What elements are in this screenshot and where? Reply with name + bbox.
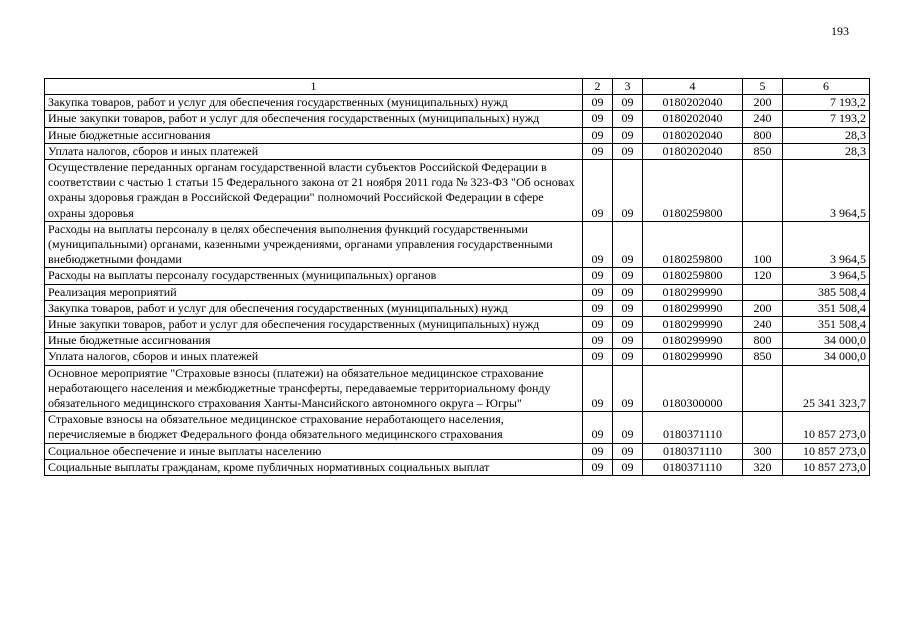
row-section: 09 <box>583 221 613 268</box>
row-type: 300 <box>743 443 783 459</box>
row-description: Закупка товаров, работ и услуг для обеспечения государственных (муниципальных) нужд <box>45 300 583 316</box>
row-amount: 3 964,5 <box>783 221 870 268</box>
header-cell-target: 4 <box>643 79 743 95</box>
row-type: 800 <box>743 333 783 349</box>
row-target: 0180202040 <box>643 111 743 127</box>
header-cell-subsection: 3 <box>613 79 643 95</box>
row-amount: 3 964,5 <box>783 160 870 222</box>
row-amount: 10 857 273,0 <box>783 412 870 443</box>
row-amount: 3 964,5 <box>783 268 870 284</box>
row-description: Социальные выплаты гражданам, кроме публичных нормативных социальных выплат <box>45 459 583 475</box>
row-type <box>743 412 783 443</box>
row-section: 09 <box>583 127 613 143</box>
row-subsection: 09 <box>613 333 643 349</box>
row-section: 09 <box>583 459 613 475</box>
row-subsection: 09 <box>613 365 643 412</box>
row-type: 200 <box>743 300 783 316</box>
row-description: Уплата налогов, сборов и иных платежей <box>45 349 583 365</box>
table-row <box>45 95 870 111</box>
row-section: 09 <box>583 443 613 459</box>
table-row <box>45 268 870 284</box>
row-subsection: 09 <box>613 300 643 316</box>
row-target: 0180371110 <box>643 443 743 459</box>
row-description: Иные закупки товаров, работ и услуг для обеспечения государственных (муниципальных) нужд <box>45 317 583 333</box>
row-subsection: 09 <box>613 412 643 443</box>
row-type <box>743 160 783 222</box>
header-cell-amount: 6 <box>783 79 870 95</box>
row-target: 0180202040 <box>643 95 743 111</box>
row-amount: 7 193,2 <box>783 111 870 127</box>
row-subsection: 09 <box>613 111 643 127</box>
row-amount: 351 508,4 <box>783 300 870 316</box>
row-type: 120 <box>743 268 783 284</box>
table-row <box>45 333 870 349</box>
row-amount: 34 000,0 <box>783 349 870 365</box>
row-description: Иные закупки товаров, работ и услуг для обеспечения государственных (муниципальных) нужд <box>45 111 583 127</box>
row-description: Страховые взносы на обязательное медицинское страхование неработающего населения, перечисляемые в бюджет Федерального фонда обязательного медицинского страхования <box>45 412 583 443</box>
row-target: 0180299990 <box>643 317 743 333</box>
row-amount: 34 000,0 <box>783 333 870 349</box>
row-type: 320 <box>743 459 783 475</box>
row-subsection: 09 <box>613 349 643 365</box>
row-target: 0180259800 <box>643 221 743 268</box>
row-subsection: 09 <box>613 127 643 143</box>
row-description: Осуществление переданных органам государственной власти субъектов Российской Федерации в соответствии с частью 1 статьи 15 Федерального закона от 21 ноября 2011 года № 323-ФЗ "Об основах охраны здоровья граждан в Российской Федерации" полномочий Российской Федерации в сфере охраны здоровья <box>45 160 583 222</box>
row-description: Основное мероприятие "Страховые взносы (платежи) на обязательное медицинское страхование неработающего населения и межбюджетные трансферты, передаваемые территориальному фонду обязательного медицинского страхования Ханты-Мансийского автономного округа – Югры" <box>45 365 583 412</box>
table-row <box>45 412 870 443</box>
row-subsection: 09 <box>613 143 643 159</box>
row-target: 0180299990 <box>643 300 743 316</box>
row-subsection: 09 <box>613 160 643 222</box>
row-amount: 28,3 <box>783 143 870 159</box>
row-description: Расходы на выплаты персоналу в целях обеспечения выполнения функций государственными (муниципальными) органами, казенными учреждениями, органами управления государственными внебюджетными фондами <box>45 221 583 268</box>
row-type <box>743 284 783 300</box>
row-section: 09 <box>583 284 613 300</box>
row-target: 0180202040 <box>643 127 743 143</box>
table-row <box>45 160 870 222</box>
table-row <box>45 459 870 475</box>
row-section: 09 <box>583 333 613 349</box>
row-target: 0180259800 <box>643 160 743 222</box>
header-cell-type: 5 <box>743 79 783 95</box>
row-description: Реализация мероприятий <box>45 284 583 300</box>
row-amount: 7 193,2 <box>783 95 870 111</box>
row-type: 850 <box>743 349 783 365</box>
row-section: 09 <box>583 365 613 412</box>
row-section: 09 <box>583 95 613 111</box>
header-cell-section: 2 <box>583 79 613 95</box>
row-type: 100 <box>743 221 783 268</box>
row-type: 800 <box>743 127 783 143</box>
row-type: 200 <box>743 95 783 111</box>
table-row <box>45 284 870 300</box>
row-subsection: 09 <box>613 284 643 300</box>
table-row <box>45 300 870 316</box>
header-cell-description: 1 <box>45 79 583 95</box>
row-section: 09 <box>583 349 613 365</box>
row-target: 0180299990 <box>643 284 743 300</box>
page-number: 193 <box>831 24 849 38</box>
row-subsection: 09 <box>613 268 643 284</box>
row-subsection: 09 <box>613 459 643 475</box>
row-type: 850 <box>743 143 783 159</box>
header-row <box>45 79 870 95</box>
row-type: 240 <box>743 111 783 127</box>
row-type <box>743 365 783 412</box>
table-row <box>45 111 870 127</box>
row-section: 09 <box>583 300 613 316</box>
table-row <box>45 317 870 333</box>
table-row <box>45 127 870 143</box>
row-section: 09 <box>583 412 613 443</box>
row-amount: 10 857 273,0 <box>783 459 870 475</box>
row-section: 09 <box>583 143 613 159</box>
row-type: 240 <box>743 317 783 333</box>
row-subsection: 09 <box>613 317 643 333</box>
row-target: 0180299990 <box>643 349 743 365</box>
row-target: 0180299990 <box>643 333 743 349</box>
row-section: 09 <box>583 268 613 284</box>
table-row <box>45 143 870 159</box>
row-section: 09 <box>583 317 613 333</box>
row-description: Иные бюджетные ассигнования <box>45 333 583 349</box>
row-section: 09 <box>583 160 613 222</box>
table-row <box>45 349 870 365</box>
row-target: 0180371110 <box>643 412 743 443</box>
row-amount: 385 508,4 <box>783 284 870 300</box>
table-row <box>45 443 870 459</box>
row-amount: 10 857 273,0 <box>783 443 870 459</box>
row-description: Социальное обеспечение и иные выплаты населению <box>45 443 583 459</box>
row-description: Иные бюджетные ассигнования <box>45 127 583 143</box>
row-target: 0180371110 <box>643 459 743 475</box>
table-row <box>45 221 870 268</box>
row-subsection: 09 <box>613 95 643 111</box>
row-description: Расходы на выплаты персоналу государственных (муниципальных) органов <box>45 268 583 284</box>
row-subsection: 09 <box>613 443 643 459</box>
budget-table <box>44 78 870 476</box>
row-target: 0180259800 <box>643 268 743 284</box>
row-amount: 28,3 <box>783 127 870 143</box>
row-description: Закупка товаров, работ и услуг для обеспечения государственных (муниципальных) нужд <box>45 95 583 111</box>
row-section: 09 <box>583 111 613 127</box>
row-amount: 351 508,4 <box>783 317 870 333</box>
row-target: 0180202040 <box>643 143 743 159</box>
row-target: 0180300000 <box>643 365 743 412</box>
row-amount: 25 341 323,7 <box>783 365 870 412</box>
table-row <box>45 365 870 412</box>
row-description: Уплата налогов, сборов и иных платежей <box>45 143 583 159</box>
row-subsection: 09 <box>613 221 643 268</box>
